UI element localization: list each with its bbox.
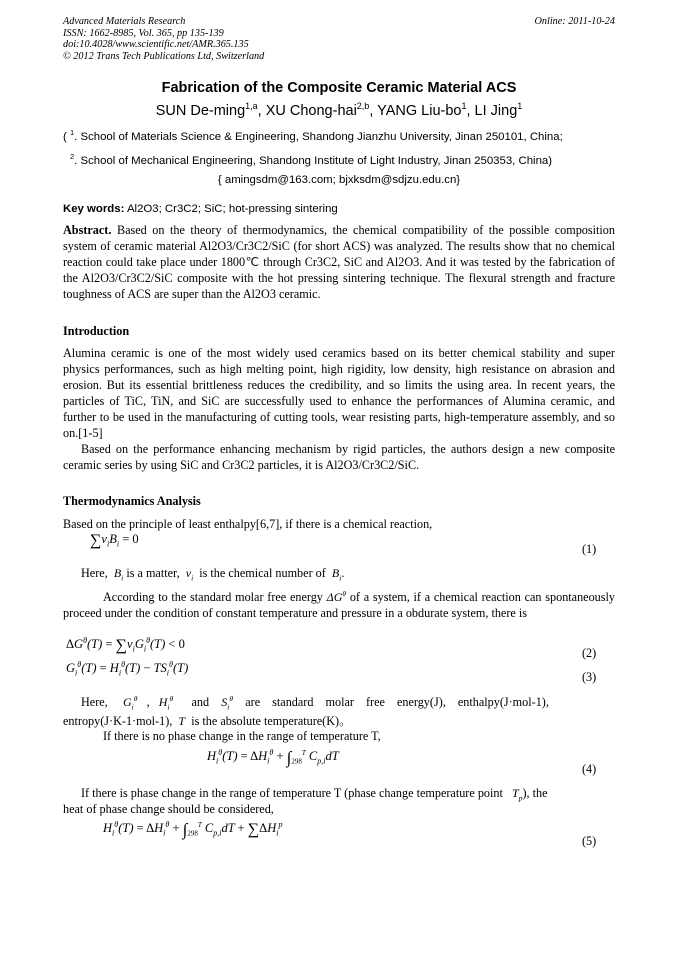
abstract [63,222,615,302]
here-line-2b: entropy(J·K-1·mol-1), T is the absolute temperature(K)。 [63,714,352,728]
affiliation-2 [70,152,622,167]
equation-1: $\sum v_iB_i = 0$ [90,532,139,549]
abstract-label: Abstract. [63,223,112,237]
p4-text: If there is phase change in the range of temperature T (phase change temperature point [81,786,503,800]
paper-title: Fabrication of the Composite Ceramic Material ACS [161,80,517,96]
copyright-line: © 2012 Trans Tech Publications Ltd, Switzerland [63,50,265,62]
introduction-heading: Introduction [63,324,130,338]
keywords [63,203,338,215]
journal-header [63,16,615,62]
thermodynamics-paragraph-4b: heat of phase change should be considered, [63,802,274,816]
equation-4: $H_i^\theta(T) = \Delta H_i^\theta + \int_{298}^T$ $C_{p,i}dT$ [207,748,339,768]
aff-text: . School of Mechanical Engineering, Shandong Institute of Light Industry, Jinan 250353, China) [74,154,553,167]
here-text: is a matter, [126,566,180,580]
equation-number: (4) [582,762,597,776]
author-sup: 1,a [245,101,258,111]
p2-text: According to the standard molar free energy [103,590,323,604]
aff-sup: 2 [70,152,75,161]
abstract-text: Based on the theory of thermodynamics, the chemical compatibility of the possible composition system of ceramic material Al2O3/Cr3C2/SiC (for short ACS) was analyzed. The results show that no chemical reaction could take place under 1800℃ through Cr3C2, SiC and Al2O3. And it was tested by the fabrication of the Al2O3/Cr3C2/SiC composite with the hot pressing sintering technique. The flexural strength and fracture toughness of ACS are super than the Al2O3 ceramic. [63,223,615,301]
p4-text: ), the [522,786,548,800]
equation-number: (3) [582,670,597,684]
online-date: Online: 2011-10-24 [534,16,615,27]
keywords-label: Key words: [63,203,125,215]
doi-line: doi:10.4028/www.scientific.net/AMR.365.135 [63,39,249,50]
here-line-1: Here, $B_i$ is a matter, $v_i$ is the chemical number of $B_i$. [81,566,345,583]
keywords-text: Al2O3; Cr3C2; SiC; hot-pressing sintering [124,203,338,215]
thermodynamics-paragraph-4: If there is phase change in the range of temperature T (phase change temperature point $T_p$), the [81,786,548,803]
here-text: and [191,695,210,709]
author-sup: 1 [461,101,467,111]
author-name: XU Chong-hai [265,102,357,119]
journal-name: Advanced Materials Research [63,16,186,27]
introduction-p2-text: Based on the performance enhancing mechanism by rigid particles, the authors design a new composite ceramic series by using SiC and Cr3C2 particles, it is Al2O3/Cr3C2/SiC. [63,442,615,472]
aff-prefix: ( [63,130,70,143]
equation-number: (5) [582,834,597,848]
p2-text: of a system, if a chemical reaction can spontaneously proceed under the condition of constant temperature and pressure in a obdurate system, there is [63,590,615,620]
here-line-2: Here, $G_i^\theta$ , $H_i^\theta$ and $S_i^\theta$ are standard molar free energy(J), enthalpy(J·mol-1), [81,694,549,712]
here-text: Here, [81,566,108,580]
here-text: is the chemical number of [199,566,326,580]
author-name: SUN De-ming [155,102,246,119]
thermodynamics-paragraph-3: If there is no phase change in the range of temperature T, [103,729,381,743]
here-text: is the absolute temperature(K)。 [191,714,352,728]
equation-number: (2) [582,646,597,660]
here-text: . [341,566,345,580]
author-name: YANG Liu-bo [377,102,462,119]
equation-number: (1) [582,542,597,556]
equation-3: $G_i^\theta(T) = H_i^\theta(T) - TS_i^\theta(T)$ [66,660,189,678]
aff-text: . School of Materials Science & Engineering, Shandong Jianzhu University, Jinan 250101, China; [74,130,563,143]
introduction-paragraph-1: Alumina ceramic is one of the most widely used ceramics based on its better chemical stability and super physics performances, such as high melting point, high rigidity, low density, high resistance on abrasion and erosion. But its essential brittleness reduces the credibility, and so limits the using area. In recent years, the particles of TiC, TiN, and SiC are successfully used to enhance the performances of Alumina ceramic, and further to be used in the manufacturing of cutting tools, wear resisting parts, high-temperature assembly, and so on.[1-5] [63,346,615,440]
equation-2: $\Delta G^\theta(T) = \sum v_iG_i^\theta(T) < 0$ [66,636,185,655]
introduction-paragraph-2 [63,441,615,473]
here-text: , [146,695,150,709]
author-name: LI Jing [474,102,518,119]
thermodynamics-heading: Thermodynamics Analysis [63,494,201,508]
author-emails: { amingsdm@163.com; bjxksdm@sdjzu.edu.cn} [217,174,461,186]
author-sup: 1 [517,101,523,111]
author-list: SUN De-ming$^{1,a}$, XU Chong-hai$^{2,b}$, YANG Liu-$bo^1$, LI Jing$^1$ [155,101,523,119]
aff-sup: 1 [69,128,75,137]
here-text: are standard molar free energy(J), enthalpy(J·mol-1), [245,695,549,709]
here-text: Here, [81,695,108,709]
affiliation-1 [63,128,615,143]
here-text: entropy(J·K-1·mol-1), [63,714,173,728]
author-sup: 2,b [356,101,370,111]
issn-line: ISSN: 1662-8985, Vol. 365, pp 135-139 [63,27,224,39]
thermodynamics-paragraph-2: According to the standard molar free energy $\Delta G^\theta$ of a system, if a chemical reaction can spontaneously proceed under the condition of constant temperature and pressure in a obdurate system, there is [63,589,615,620]
thermodynamics-paragraph-1: Based on the principle of least enthalpy[6,7], if there is a chemical reaction, [63,517,433,531]
equation-5: $H_i^\theta(T) = \Delta H_i^\theta + \int_{298}^T$ $C_{p,i}dT + \sum\Delta H_i^p$ [103,820,283,840]
